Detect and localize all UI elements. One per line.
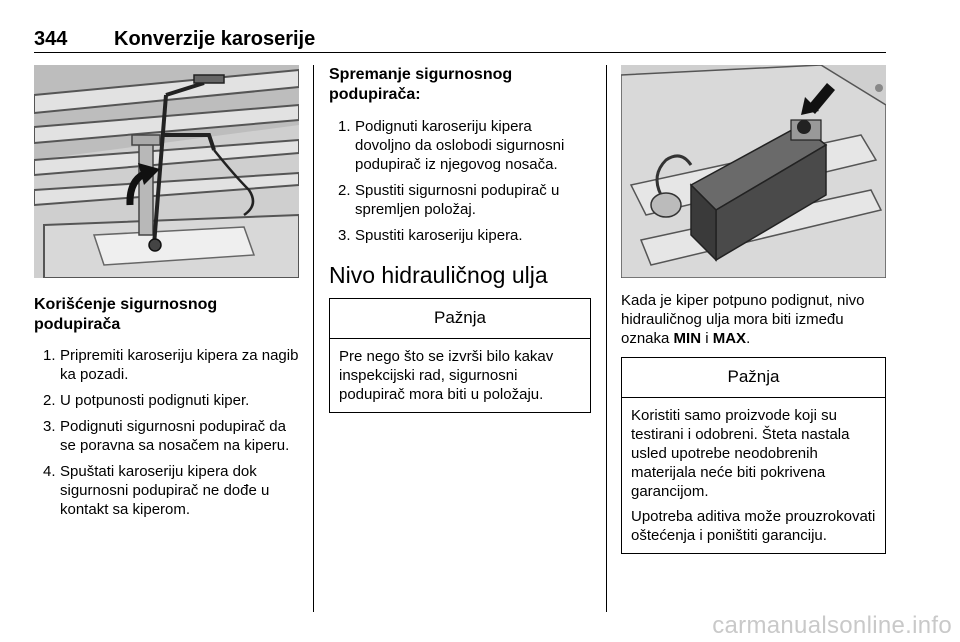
oil-level-paragraph: Kada je kiper potpuno podignut, nivo hidrauličnog ulja mora biti između oznaka MIN i MAX. bbox=[621, 292, 865, 347]
list-item: 1. Podignuti karoseriju kipera dovoljno da oslobodi sigurnosni podupirač iz njegovog nosača. bbox=[338, 118, 565, 173]
notice-text: Pre nego što se izvrši bilo kakav inspekcijski rad, sigurnosni podupirač mora biti u položaju. bbox=[339, 348, 554, 403]
caution-notice bbox=[621, 357, 886, 554]
section-title: Nivo hidrauličnog ulja bbox=[329, 262, 548, 288]
column-left bbox=[34, 65, 299, 526]
list-item: 3. Podignuti sigurnosni podupirač da se poravna sa nosačem na kiperu. bbox=[43, 418, 290, 454]
list-item: 1. Pripremiti karoseriju kipera za nagib ka pozadi. bbox=[43, 347, 299, 383]
steps-list bbox=[329, 117, 591, 245]
notice-title: Pažnja bbox=[330, 299, 590, 339]
list-item: 3. Spustiti karoseriju kipera. bbox=[338, 227, 523, 244]
list-item: 4. Spuštati karoseriju kipera dok sigurnosni podupirač ne dođe u kontakt sa kiperom. bbox=[43, 463, 270, 518]
column-divider bbox=[313, 65, 314, 612]
max-mark-label: MAX bbox=[712, 330, 747, 347]
notice-title: Pažnja bbox=[622, 358, 885, 398]
section-heading: Korišćenje sigurnosnog podupirača bbox=[34, 296, 218, 333]
notice-text: Upotreba aditiva može prouzrokovati oštećenja i poništiti garanciju. bbox=[631, 508, 876, 544]
min-mark-label: MIN bbox=[673, 330, 702, 347]
page-title: Konverzije karoserije bbox=[114, 28, 316, 50]
list-item: 2. U potpunosti podignuti kiper. bbox=[43, 392, 250, 409]
hydraulic-tank-illustration bbox=[621, 65, 886, 278]
steps-list bbox=[34, 346, 299, 519]
column-divider bbox=[606, 65, 607, 612]
watermark: carmanualsonline.info bbox=[712, 612, 952, 639]
page-header bbox=[34, 24, 886, 53]
safety-prop-illustration bbox=[34, 65, 299, 278]
caution-notice bbox=[329, 298, 591, 413]
page-number: 344 bbox=[34, 28, 68, 50]
column-middle bbox=[329, 65, 591, 413]
section-heading: Spremanje sigurnosnog podupirača: bbox=[329, 66, 513, 103]
list-item: 2. Spustiti sigurnosni podupirač u spremljen položaj. bbox=[338, 182, 560, 218]
notice-text: Koristiti samo proizvode koji su testirani i odobreni. Šteta nastala usled upotrebe neodobrenih materijala neće biti pokrivena garancijom. bbox=[631, 407, 850, 500]
column-right bbox=[621, 65, 886, 554]
